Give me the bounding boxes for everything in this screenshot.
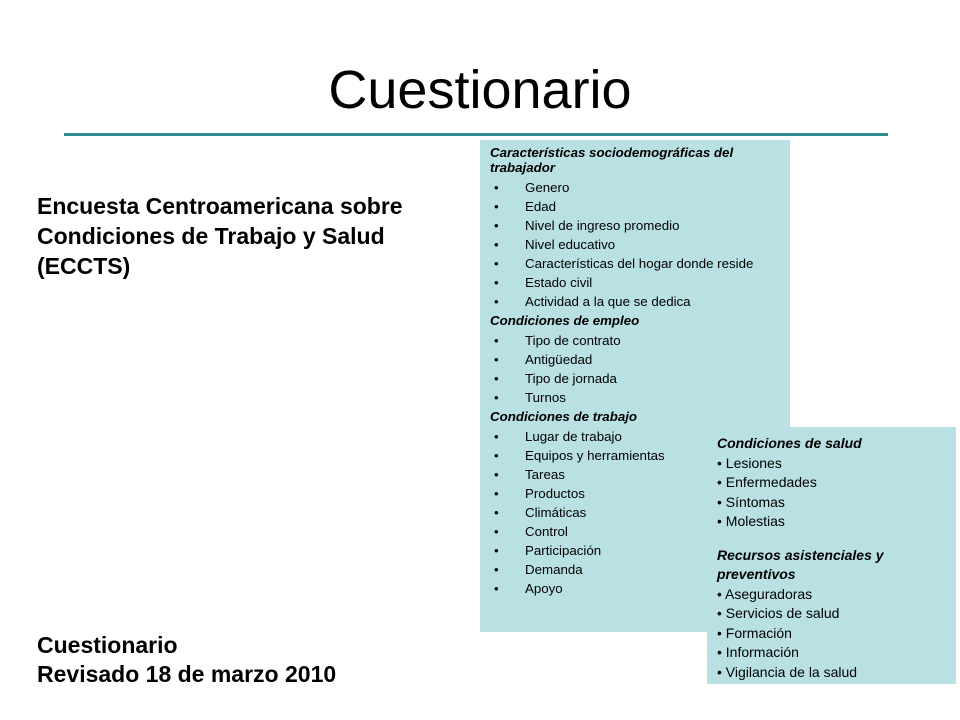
list-item-label: Genero (525, 180, 570, 195)
list-item: • Molestias (717, 513, 785, 529)
resources-list (717, 585, 946, 683)
list-item-label: Tipo de jornada (525, 371, 617, 386)
list-item-label: Actividad a la que se dedica (525, 294, 691, 309)
section-heading-resources: Recursos asistenciales y (717, 546, 884, 563)
list-item-label: Climáticas (525, 505, 587, 520)
sociodemographic-list (490, 180, 780, 309)
list-item (490, 390, 780, 405)
bullet-icon: • (494, 218, 499, 233)
bullet-icon: • (494, 237, 499, 252)
slide-title: Cuestionario (328, 60, 632, 120)
list-item-label: Tareas (525, 467, 565, 482)
bullet-icon: • (494, 448, 499, 463)
survey-name (37, 191, 487, 281)
list-item (490, 218, 780, 233)
list-item: • Información (717, 644, 799, 660)
list-item (490, 237, 780, 252)
list-item-label: Demanda (525, 562, 583, 577)
bullet-icon: • (494, 294, 499, 309)
bullet-icon: • (494, 505, 499, 520)
survey-name-line: Encuesta Centroamericana sobre (37, 193, 403, 219)
list-item-label: Estado civil (525, 275, 593, 290)
list-item-label: Control (525, 524, 568, 539)
bullet-icon: • (494, 352, 499, 367)
bullet-icon: • (494, 543, 499, 558)
list-item: • Formación (717, 624, 792, 641)
list-item (490, 294, 780, 309)
bullet-icon: • (494, 333, 499, 348)
bullet-icon: • (494, 180, 499, 195)
list-item-label: Turnos (525, 390, 566, 405)
health-list (717, 454, 946, 532)
list-item-label: Equipos y herramientas (525, 448, 665, 463)
section-heading-resources-cont: preventivos (717, 566, 796, 582)
list-item: • Síntomas (717, 493, 785, 510)
list-item: • Aseguradoras (717, 585, 813, 602)
title-divider (64, 133, 888, 136)
list-item: • Enfermedades (717, 474, 817, 490)
list-item (490, 352, 780, 367)
revision-note (37, 631, 487, 689)
list-item (490, 275, 780, 290)
employment-list (490, 333, 780, 405)
bullet-icon: • (494, 275, 499, 290)
bullet-icon: • (494, 562, 499, 577)
section-heading-sociodemographic: Características sociodemográficas del trabajador (490, 145, 734, 175)
list-item-label: Nivel educativo (525, 237, 616, 252)
bullet-icon: • (494, 467, 499, 482)
list-item-label: Productos (525, 486, 585, 501)
bullet-icon: • (494, 429, 499, 444)
bullet-icon: • (494, 390, 499, 405)
list-item-label: Lugar de trabajo (525, 429, 622, 444)
list-item (490, 256, 780, 271)
revision-line: Cuestionario (37, 632, 178, 658)
list-item-label: Antigüedad (525, 352, 593, 367)
survey-name-line: Condiciones de Trabajo y Salud (37, 223, 385, 249)
list-item: • Vigilancia de la salud (717, 663, 858, 680)
bullet-icon: • (494, 581, 499, 596)
bullet-icon: • (494, 371, 499, 386)
list-item (490, 371, 780, 386)
list-item-label: Nivel de ingreso promedio (525, 218, 680, 233)
list-item-label: Tipo de contrato (525, 333, 621, 348)
bullet-icon: • (494, 524, 499, 539)
bullet-icon: • (494, 199, 499, 214)
list-item (490, 180, 780, 195)
bullet-icon: • (494, 256, 499, 271)
spacer (717, 532, 946, 546)
list-item-label: Apoyo (525, 581, 563, 596)
list-item (490, 199, 780, 214)
health-resources-box (707, 427, 956, 684)
survey-name-line: (ECCTS) (37, 253, 131, 279)
list-item-label: Características del hogar donde reside (525, 256, 754, 271)
bullet-icon: • (494, 486, 499, 501)
revision-line: Revisado 18 de marzo 2010 (37, 661, 337, 687)
section-heading-health: Condiciones de salud (717, 435, 862, 451)
list-item-label: Edad (525, 199, 557, 214)
section-heading-employment: Condiciones de empleo (490, 313, 640, 328)
list-item (490, 333, 780, 348)
list-item: • Servicios de salud (717, 605, 840, 621)
section-heading-work: Condiciones de trabajo (490, 409, 638, 424)
list-item-label: Participación (525, 543, 602, 558)
list-item: • Lesiones (717, 454, 782, 471)
